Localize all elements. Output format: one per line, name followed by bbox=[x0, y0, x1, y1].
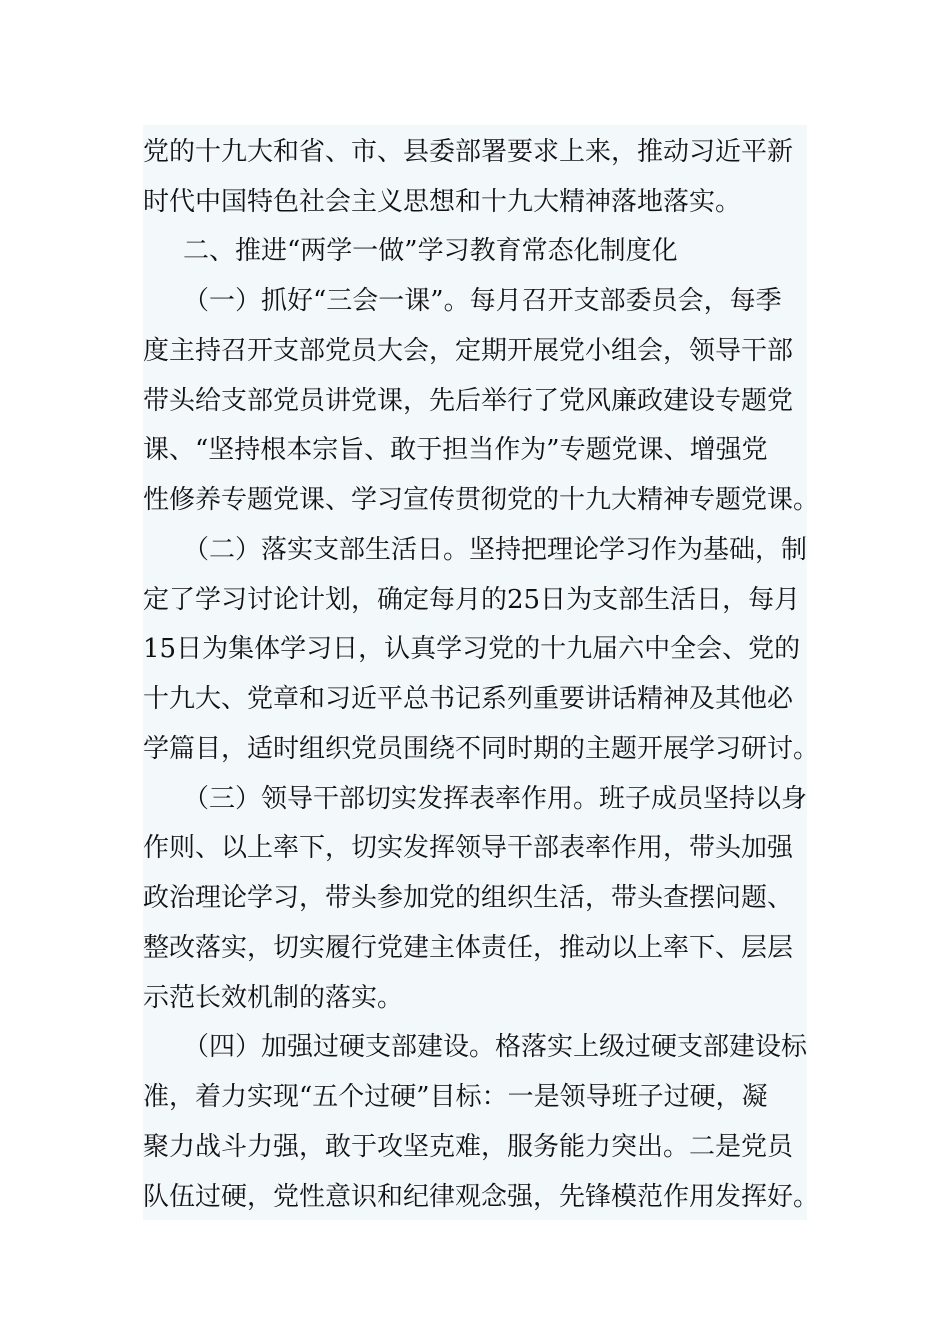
text-line: 十九大、党章和习近平总书记系列重要讲话精神及其他必 bbox=[143, 684, 794, 714]
text-line: 整改落实，切实履行党建主体责任，推动以上率下、层层 bbox=[143, 933, 794, 963]
text-line: 准，着力实现“五个过硬”目标：一是领导班子过硬，凝 bbox=[143, 1082, 768, 1112]
text-line: 聚力战斗力强，敢于攻坚克难，服务能力突出。二是党员 bbox=[143, 1132, 794, 1162]
text-line: 党的十九大和省、市、县委部署要求上来，推动习近平新 bbox=[143, 137, 794, 167]
text-line: 度主持召开支部党员大会，定期开展党小组会，领导干部 bbox=[143, 336, 794, 366]
text-line: 带头给支部党员讲党课，先后举行了党风廉政建设专题党 bbox=[143, 386, 794, 416]
section-heading: 二、推进“两学一做”学习教育常态化制度化 bbox=[183, 236, 678, 266]
text-line: （三）领导干部切实发挥表率作用。班子成员坚持以身 bbox=[183, 784, 808, 814]
text-line: 作则、以上率下，切实发挥领导干部表率作用，带头加强 bbox=[143, 833, 794, 863]
text-line: （四）加强过硬支部建设。格落实上级过硬支部建设标 bbox=[183, 1032, 808, 1062]
text-line: 性修养专题党课、学习宣传贯彻党的十九大精神专题党课。 bbox=[143, 485, 820, 515]
text-line: （二）落实支部生活日。坚持把理论学习作为基础，制 bbox=[183, 535, 808, 565]
text-line: 定了学习讨论计划，确定每月的25日为支部生活日，每月 bbox=[143, 585, 801, 615]
text-line: 示范长效机制的落实。 bbox=[143, 983, 404, 1013]
text-line: 时代中国特色社会主义思想和十九大精神落地落实。 bbox=[143, 187, 742, 217]
document-text-block bbox=[143, 125, 820, 1220]
text-line: 政治理论学习，带头参加党的组织生活，带头查摆问题、 bbox=[143, 883, 794, 913]
text-line: 学篇目，适时组织党员围绕不同时期的主题开展学习研讨。 bbox=[143, 734, 820, 764]
text-line: 课、“坚持根本宗旨、敢于担当作为”专题党课、增强党 bbox=[143, 435, 768, 465]
text-line: （一）抓好“三会一课”。每月召开支部委员会，每季 bbox=[183, 286, 782, 316]
text-line: 15日为集体学习日，认真学习党的十九届六中全会、党的 bbox=[143, 634, 801, 664]
text-line: 队伍过硬，党性意识和纪律观念强，先锋模范作用发挥好。 bbox=[143, 1182, 820, 1212]
